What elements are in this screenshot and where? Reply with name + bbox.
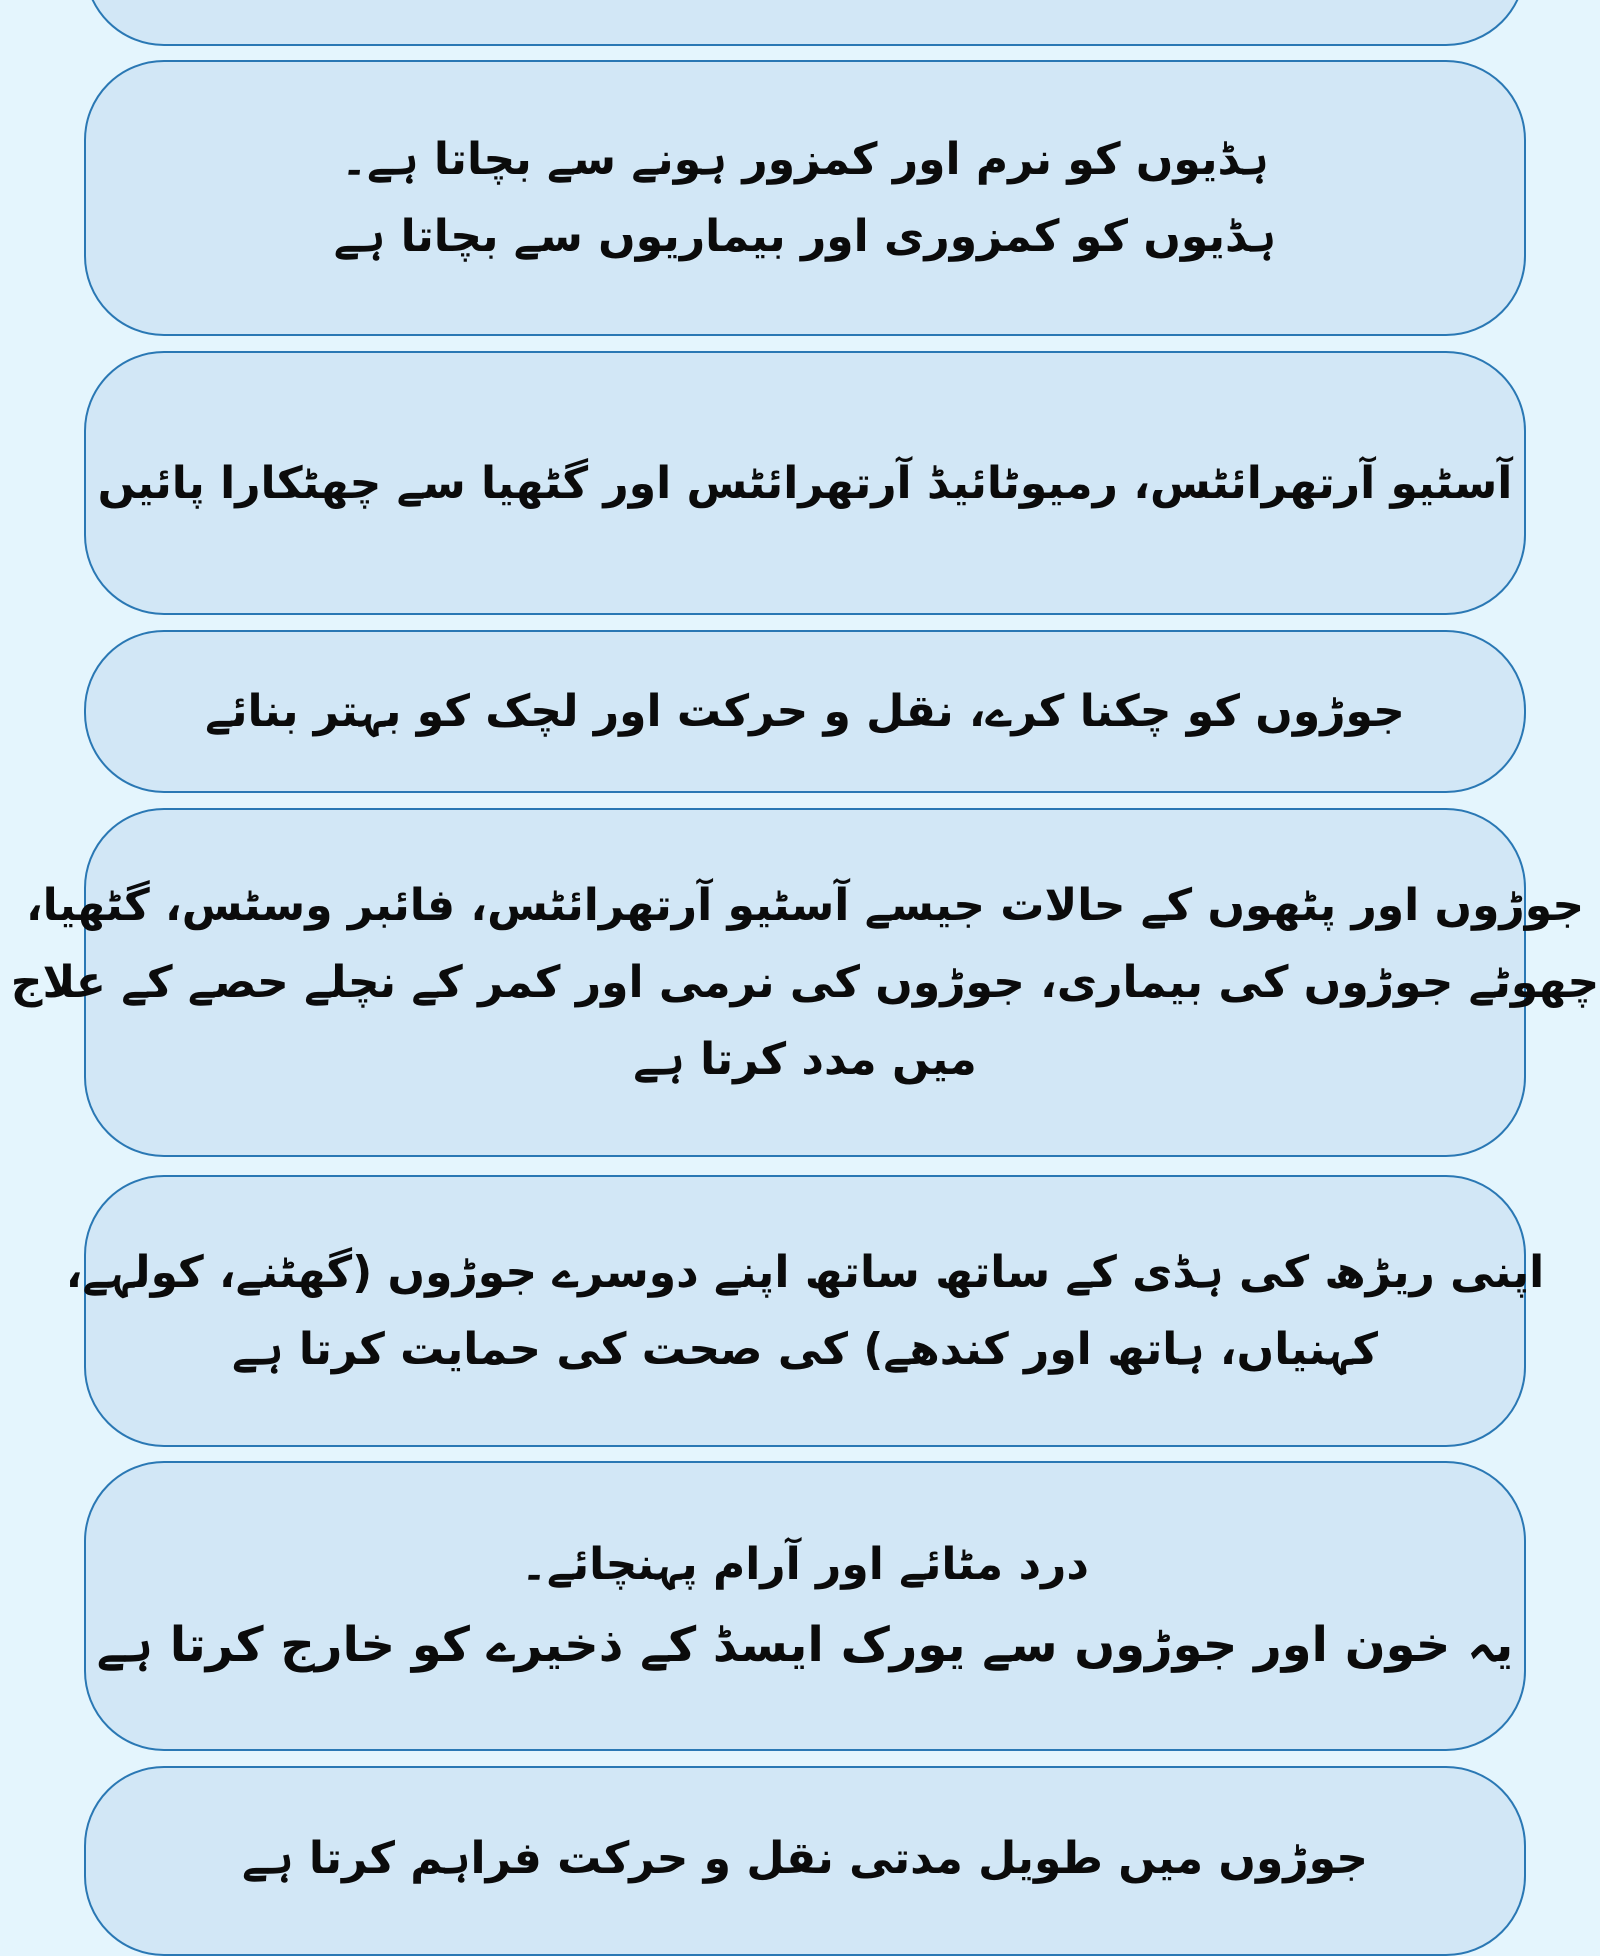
benefit-card-bone-protection xyxy=(84,60,1526,336)
benefit-text-line: ہڈیوں کو نرم اور کمزور ہونے سے بچاتا ہے۔ xyxy=(341,134,1269,185)
benefit-text-line: جوڑوں میں طویل مدتی نقل و حرکت فراہم کرتا ہے xyxy=(242,1833,1368,1884)
benefit-text-line: آسٹیو آرتھرائٹس، رمیوٹائیڈ آرتھرائٹس اور گٹھیا سے چھٹکارا پائیں xyxy=(97,457,1513,509)
benefit-text-line: جوڑوں اور پٹھوں کے حالات جیسے آسٹیو آرتھرائٹس، فائبر وسٹس، گٹھیا، xyxy=(25,880,1585,931)
benefit-card-partial-top xyxy=(84,0,1526,46)
benefit-card-joint-muscle-conditions xyxy=(10,808,1600,1157)
benefit-card-joint-lubrication xyxy=(84,630,1526,793)
benefit-text-line: یہ خون اور جوڑوں سے یورک ایسڈ کے ذخیرے کو خارج کرتا ہے xyxy=(96,1616,1514,1673)
benefit-text-line: کہنیاں، ہاتھ اور کندھے) کی صحت کی حمایت کرتا ہے xyxy=(231,1324,1379,1375)
benefit-text-line: اپنی ریڑھ کی ہڈی کے ساتھ ساتھ اپنے دوسرے جوڑوں (گھٹنے، کولہے، xyxy=(65,1247,1545,1298)
benefit-card-arthritis-relief xyxy=(84,351,1526,615)
benefit-text-line: میں مدد کرتا ہے xyxy=(633,1034,977,1085)
benefit-card-pain-uric-acid xyxy=(84,1461,1526,1751)
benefit-text-line: درد مٹائے اور آرام پہنچائے۔ xyxy=(521,1538,1089,1590)
benefit-text-line: جوڑوں کو چکنا کرے، نقل و حرکت اور لچک کو بہتر بنائے xyxy=(205,686,1405,737)
benefit-card-spine-joint-health xyxy=(65,1175,1545,1447)
benefit-card-long-term-mobility xyxy=(84,1766,1526,1956)
benefit-text-line: چھوٹے جوڑوں کی بیماری، جوڑوں کی نرمی اور کمر کے نچلے حصے کے علاج xyxy=(10,957,1600,1008)
benefit-text-line: ہڈیوں کو کمزوری اور بیماریوں سے بچاتا ہے xyxy=(333,211,1277,262)
